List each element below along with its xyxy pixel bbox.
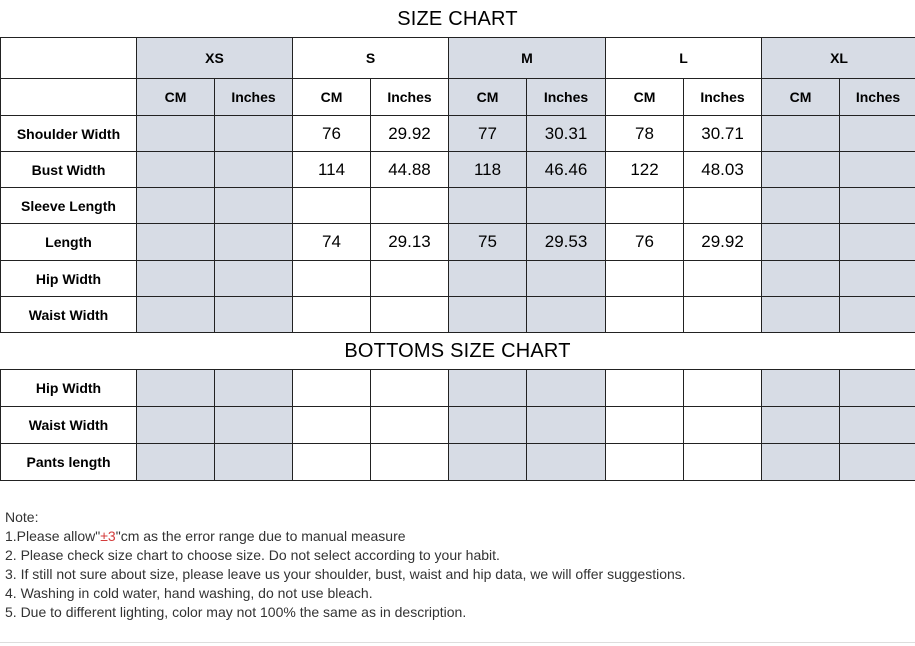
size-xs-header: XS: [137, 38, 293, 79]
row-label: Hip Width: [1, 261, 137, 297]
value-cell: [371, 444, 449, 481]
unit-inches-header: Inches: [684, 79, 762, 116]
row-label: Pants length: [1, 444, 137, 481]
value-cell: 77: [449, 116, 527, 152]
value-cell: [840, 370, 915, 407]
value-cell: [606, 297, 684, 333]
value-cell: [762, 116, 840, 152]
table-row: [1, 407, 915, 444]
value-cell: 29.13: [371, 224, 449, 261]
value-cell: [137, 116, 215, 152]
value-cell: [684, 444, 762, 481]
value-cell: [215, 188, 293, 224]
bottoms-size-chart-title: BOTTOMS SIZE CHART: [344, 340, 571, 362]
bottoms-size-chart-table: [0, 369, 915, 481]
value-cell: 76: [293, 116, 371, 152]
tolerance-value: ±3: [100, 528, 116, 544]
value-cell: [137, 188, 215, 224]
unit-cm-header: CM: [449, 79, 527, 116]
row-label: Waist Width: [1, 407, 137, 444]
value-cell: [840, 188, 915, 224]
row-label: Hip Width: [1, 370, 137, 407]
row-label: Length: [1, 224, 137, 261]
value-cell: [137, 444, 215, 481]
value-cell: 122: [606, 152, 684, 188]
value-cell: [137, 370, 215, 407]
value-cell: [684, 297, 762, 333]
value-cell: [762, 297, 840, 333]
table-row: [1, 116, 915, 152]
value-cell: [293, 407, 371, 444]
value-cell: [449, 188, 527, 224]
value-cell: [840, 407, 915, 444]
value-cell: [762, 224, 840, 261]
value-cell: [137, 224, 215, 261]
value-cell: [840, 152, 915, 188]
row-label: Shoulder Width: [1, 116, 137, 152]
value-cell: 118: [449, 152, 527, 188]
value-cell: [527, 407, 606, 444]
value-cell: [215, 297, 293, 333]
value-cell: [684, 261, 762, 297]
value-cell: 30.71: [684, 116, 762, 152]
value-cell: [371, 297, 449, 333]
value-cell: [449, 444, 527, 481]
size-m-header: M: [449, 38, 606, 79]
bottom-divider: [0, 642, 915, 643]
table-row: [1, 261, 915, 297]
value-cell: [840, 224, 915, 261]
value-cell: [215, 152, 293, 188]
value-cell: [371, 261, 449, 297]
table-row: [1, 224, 915, 261]
value-cell: [215, 370, 293, 407]
value-cell: 75: [449, 224, 527, 261]
row-label: Bust Width: [1, 152, 137, 188]
value-cell: [293, 370, 371, 407]
value-cell: [840, 116, 915, 152]
size-s-header: S: [293, 38, 449, 79]
value-cell: [527, 188, 606, 224]
value-cell: [762, 188, 840, 224]
unit-cm-header: CM: [137, 79, 215, 116]
value-cell: [137, 261, 215, 297]
table-row: [1, 297, 915, 333]
value-cell: [449, 370, 527, 407]
size-chart-table: [0, 37, 915, 333]
value-cell: 29.53: [527, 224, 606, 261]
value-cell: [840, 261, 915, 297]
value-cell: [527, 261, 606, 297]
value-cell: [684, 407, 762, 444]
notes-section: [5, 508, 686, 622]
note-line-5: 5. Due to different lighting, color may not 100% the same as in description.: [5, 604, 467, 620]
table-row: [1, 188, 915, 224]
value-cell: [293, 444, 371, 481]
value-cell: 30.31: [527, 116, 606, 152]
value-cell: 46.46: [527, 152, 606, 188]
value-cell: [762, 261, 840, 297]
row-label: Sleeve Length: [1, 188, 137, 224]
unit-header-row: [1, 79, 915, 116]
value-cell: 29.92: [684, 224, 762, 261]
value-cell: [293, 297, 371, 333]
value-cell: 29.92: [371, 116, 449, 152]
value-cell: [293, 188, 371, 224]
value-cell: [371, 407, 449, 444]
corner-cell: [1, 38, 137, 79]
value-cell: [449, 261, 527, 297]
value-cell: [762, 444, 840, 481]
value-cell: [371, 370, 449, 407]
note-line-4: 4. Washing in cold water, hand washing, do not use bleach.: [5, 585, 373, 601]
value-cell: 48.03: [684, 152, 762, 188]
size-xl-header: XL: [762, 38, 915, 79]
value-cell: [840, 297, 915, 333]
value-cell: [606, 444, 684, 481]
note-line-3: 3. If still not sure about size, please leave us your shoulder, bust, waist and hip data, we will offer suggestions.: [5, 566, 686, 582]
unit-cm-header: CM: [762, 79, 840, 116]
value-cell: [137, 152, 215, 188]
value-cell: [606, 370, 684, 407]
value-cell: [215, 116, 293, 152]
size-l-header: L: [606, 38, 762, 79]
value-cell: [762, 407, 840, 444]
value-cell: [684, 370, 762, 407]
value-cell: [527, 444, 606, 481]
unit-inches-header: Inches: [840, 79, 915, 116]
note-text: "cm as the error range due to manual measure: [115, 528, 406, 544]
value-cell: [215, 224, 293, 261]
size-header-row: [1, 38, 915, 79]
unit-inches-header: Inches: [527, 79, 606, 116]
value-cell: [293, 261, 371, 297]
unit-inches-header: Inches: [215, 79, 293, 116]
value-cell: [371, 188, 449, 224]
value-cell: 76: [606, 224, 684, 261]
value-cell: 78: [606, 116, 684, 152]
value-cell: 74: [293, 224, 371, 261]
value-cell: [606, 407, 684, 444]
size-chart-title: SIZE CHART: [397, 8, 518, 30]
row-label: Waist Width: [1, 297, 137, 333]
value-cell: [527, 370, 606, 407]
value-cell: [762, 152, 840, 188]
value-cell: [215, 407, 293, 444]
value-cell: 114: [293, 152, 371, 188]
note-line-1: [5, 527, 686, 546]
table-row: [1, 370, 915, 407]
value-cell: [684, 188, 762, 224]
table-row: [1, 152, 915, 188]
value-cell: [215, 444, 293, 481]
value-cell: [840, 444, 915, 481]
value-cell: [137, 407, 215, 444]
value-cell: 44.88: [371, 152, 449, 188]
note-text: 1.Please allow": [5, 528, 101, 544]
table-row: [1, 444, 915, 481]
unit-inches-header: Inches: [371, 79, 449, 116]
unit-cm-header: CM: [293, 79, 371, 116]
note-line-2: 2. Please check size chart to choose size. Do not select according to your habit.: [5, 547, 500, 563]
value-cell: [527, 297, 606, 333]
value-cell: [762, 370, 840, 407]
notes-heading: Note:: [5, 509, 39, 525]
value-cell: [606, 188, 684, 224]
value-cell: [449, 297, 527, 333]
value-cell: [606, 261, 684, 297]
value-cell: [449, 407, 527, 444]
value-cell: [215, 261, 293, 297]
corner-cell: [1, 79, 137, 116]
unit-cm-header: CM: [606, 79, 684, 116]
value-cell: [137, 297, 215, 333]
